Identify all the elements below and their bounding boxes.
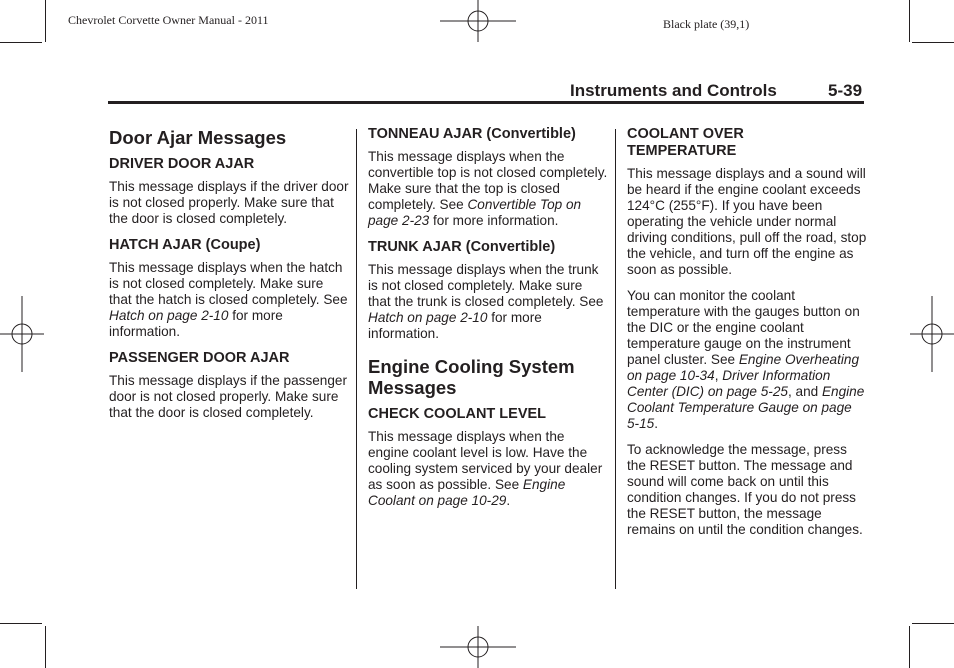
registration-mark-icon xyxy=(440,0,516,44)
engine-cooling-heading: Engine Cooling System Messages xyxy=(368,356,575,398)
column-divider xyxy=(356,129,357,589)
crop-mark xyxy=(45,626,46,668)
page-number: 5-39 xyxy=(828,81,863,100)
hatch-link[interactable]: Hatch on page 2-10 xyxy=(109,308,229,323)
convertible-top-link[interactable]: Convertible Top on page 2-23 xyxy=(368,197,582,228)
registration-mark-icon xyxy=(0,296,44,372)
manual-title: Chevrolet Corvette Owner Manual - 2011 xyxy=(68,13,269,27)
column-2 xyxy=(368,126,608,519)
tonneau-ajar-text: This message displays when the convertible top is not closed completely. Make sure that the top is closed completely. See Convertible Top on page 2-23 for more information. xyxy=(368,149,608,228)
plate-info: Black plate (39,1) xyxy=(663,17,750,31)
passenger-door-heading: PASSENGER DOOR AJAR xyxy=(109,350,290,366)
registration-mark-icon xyxy=(440,626,516,668)
registration-mark-icon xyxy=(910,296,954,372)
driver-door-text: This message displays if the driver door is not closed properly. Make sure that the door is closed completely. xyxy=(109,179,349,226)
header-rule xyxy=(108,101,864,104)
column-divider xyxy=(615,129,616,589)
section-title: Instruments and Controls xyxy=(570,81,777,100)
acknowledge-text: To acknowledge the message, press the RESET button. The message and sound will come back on until this condition changes. If you do not press the RESET button, the message remains on until the condition changes. xyxy=(627,442,863,537)
check-coolant-heading: CHECK COOLANT LEVEL xyxy=(368,406,547,422)
check-coolant-text: This message displays when the engine coolant level is low. Have the cooling system serviced by your dealer as soon as possible. See Engine Coolant on page 10-29. xyxy=(368,429,603,508)
crop-mark xyxy=(0,42,42,43)
coolant-over-temp-text: This message displays and a sound will be heard if the engine coolant exceeds 124°C (255°F). If you have been operating the vehicle under normal driving conditions, pull off the road, stop the vehicle, and turn off the engine as soon as possible. xyxy=(627,166,867,277)
crop-mark xyxy=(909,626,910,668)
engine-overheating-link[interactable]: Engine Overheating on page 10-34 xyxy=(627,352,860,383)
tonneau-ajar-heading: TONNEAU AJAR (Convertible) xyxy=(368,126,576,142)
coolant-gauge-link[interactable]: Engine Coolant Temperature Gauge on page 5-15 xyxy=(627,384,865,431)
crop-mark xyxy=(0,623,42,624)
hatch-link[interactable]: Hatch on page 2-10 xyxy=(368,310,488,325)
door-ajar-heading: Door Ajar Messages xyxy=(109,127,287,148)
coolant-over-temp-heading: COOLANT OVER TEMPERATURE xyxy=(627,126,744,159)
coolant-monitor-text: You can monitor the coolant temperature with the gauges button on the DIC or the engine coolant temperature gauge on the instrument panel cluster. See Engine Overheating on page 10-34, Driver Information Center (DIC) on page 5-25, and Engine Coolant Temperature Gauge on page 5-15. xyxy=(627,288,865,431)
passenger-door-text: This message displays if the passenger door is not closed properly. Make sure that the door is closed completely. xyxy=(109,373,348,420)
trunk-ajar-heading: TRUNK AJAR (Convertible) xyxy=(368,239,556,255)
column-1 xyxy=(109,127,349,431)
hatch-ajar-text: This message displays when the hatch is not closed completely. Make sure that the hatch is closed completely. See Hatch on page 2-10 for more information. xyxy=(109,260,348,339)
dic-link[interactable]: Driver Information Center (DIC) on page 5-25 xyxy=(627,368,831,399)
crop-mark xyxy=(912,42,954,43)
driver-door-heading: DRIVER DOOR AJAR xyxy=(109,156,255,172)
column-3 xyxy=(627,126,867,548)
crop-mark xyxy=(909,0,910,42)
engine-coolant-link[interactable]: Engine Coolant on page 10-29 xyxy=(368,477,566,508)
trunk-ajar-text: This message displays when the trunk is not closed completely. Make sure that the trunk is closed completely. See Hatch on page 2-10 for more information. xyxy=(368,262,604,341)
hatch-ajar-heading: HATCH AJAR (Coupe) xyxy=(109,237,261,253)
crop-mark xyxy=(45,0,46,42)
crop-mark xyxy=(912,623,954,624)
